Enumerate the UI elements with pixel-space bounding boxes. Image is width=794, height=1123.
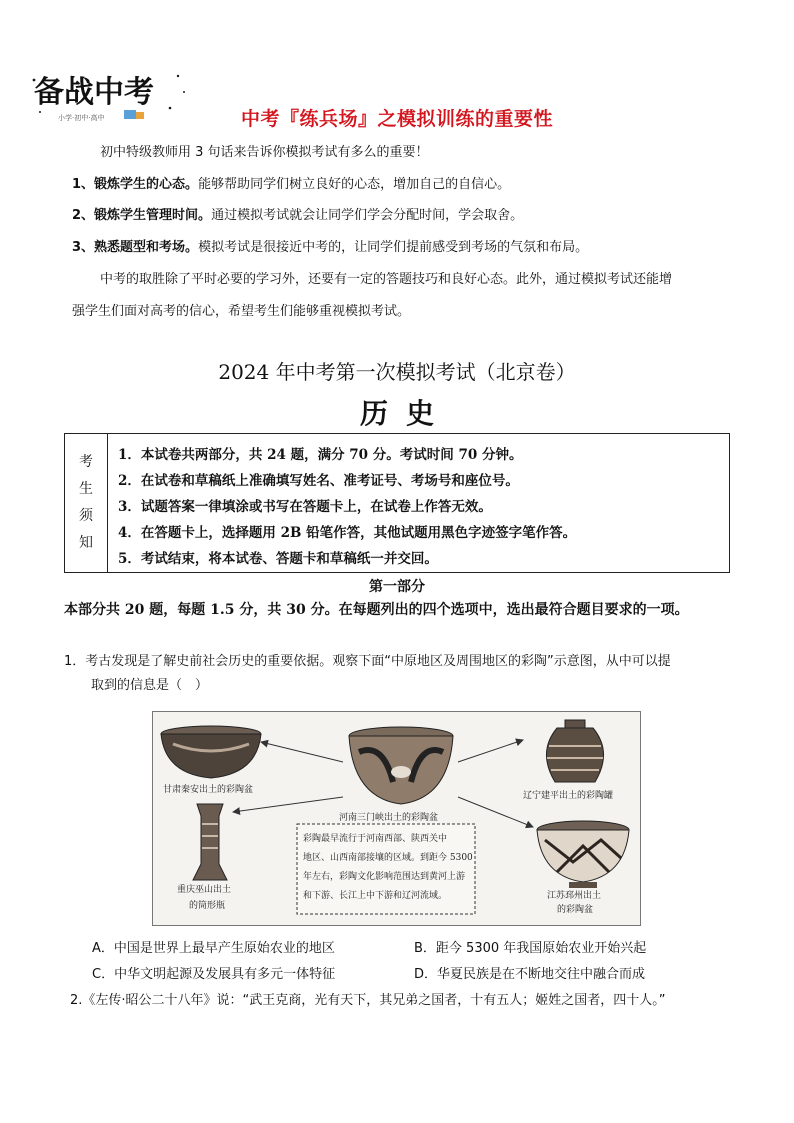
- option-a: A．中国是世界上最早产生原始农业的地区: [92, 941, 335, 956]
- notice-item: 5．考试结束，将本试卷、答题卡和草稿纸一并交回。: [118, 551, 438, 567]
- caption-jiangsu-line2: 的彩陶盆: [557, 905, 594, 915]
- point-body: 通过模拟考试就会让同学们学会分配时间，学会取舍。: [211, 208, 524, 223]
- q1-stem-line2: 取到的信息是（ ）: [91, 678, 209, 693]
- notice-item: 4．在答题卡上，选择题用 2B 铅笔作答，其他试题用黑色字迹签字笔作答。: [118, 525, 577, 541]
- intro-lead: 初中特级教师用 3 句话来告诉你模拟考试有多么的重要！: [100, 145, 429, 160]
- part-title: 第一部分: [369, 579, 425, 595]
- pottery-figure: [152, 711, 641, 926]
- point-body: 模拟考试是很接近中考的，让同学们提前感受到考场的气氛和布局。: [198, 240, 589, 255]
- option-b: B．距今 5300 年我国原始农业开始兴起: [414, 941, 647, 956]
- notice-item: 1．本试卷共两部分，共 24 题，满分 70 分。考试时间 70 分钟。: [118, 447, 523, 463]
- question-2-stem: 2.《左传·昭公二十八年》说：“武王克商，光有天下，其兄弟之国者，十有五人；姬姓之国者，四十人。”: [70, 993, 666, 1008]
- intro-closing-1: 中考的取胜除了平时必要的学习外，还要有一定的答题技巧和良好心态。此外，通过模拟考试还能增: [100, 272, 673, 287]
- question-1-stem: [64, 650, 734, 698]
- part-description: 本部分共 20 题，每题 1.5 分，共 30 分。在每题列出的四个选项中，选出最符合题目要求的一项。: [64, 602, 689, 618]
- caption-jiangsu-line1: 江苏邳州出土: [547, 891, 602, 901]
- chongqing-cylinder-vase: [193, 804, 227, 880]
- option-c: C．中华文明起源及发展具有多元一体特征: [92, 967, 336, 982]
- info-line: 和下游、长江上中下游和辽河流域。: [303, 891, 448, 901]
- jiangsu-pottery-basin: [537, 821, 629, 888]
- notice-label-char: 考: [79, 454, 93, 470]
- gansu-pottery-basin: [161, 726, 261, 778]
- point-head: 锻炼学生的心态。: [94, 177, 199, 192]
- notice-label-char: 须: [79, 508, 93, 524]
- notice-item: 3．试题答案一律填涂或书写在答题卡上，在试卷上作答无效。: [118, 499, 492, 515]
- intro-closing-2: 强学生们面对高考的信心，希望考生们能够重视模拟考试。: [72, 304, 411, 319]
- notice-label-char: 知: [79, 535, 93, 551]
- point-head: 锻炼学生管理时间。: [94, 208, 212, 223]
- henan-pottery-basin: [349, 727, 453, 804]
- intro-point-1: [72, 175, 510, 195]
- info-line: 彩陶最早流行于河南西部、陕西关中: [303, 834, 448, 844]
- info-line: 地区、山西南部接壤的区域。到距今 5300: [303, 853, 473, 863]
- notice-item: 2．在试卷和草稿纸上准确填写姓名、准考证号、考场号和座位号。: [118, 473, 519, 489]
- caption-gansu: 甘肃秦安出土的彩陶盆: [163, 785, 254, 795]
- logo-text: 备战中考: [34, 75, 154, 110]
- banner-title: 中考『练兵场』之模拟训练的重要性: [240, 108, 553, 130]
- caption-liaoning: 辽宁建平出土的彩陶罐: [523, 791, 614, 801]
- option-d: D．华夏民族是在不断地交往中融合而成: [414, 967, 646, 982]
- notice-label: [65, 434, 108, 572]
- exam-title: 2024 年中考第一次模拟考试（北京卷）: [218, 360, 576, 384]
- subject-title: 历史: [359, 397, 452, 430]
- info-box-text: [303, 830, 473, 906]
- caption-chongqing-line1: 重庆巫山出土: [177, 885, 232, 895]
- intro-point-2: [72, 206, 523, 226]
- liaoning-pottery-jar: [546, 720, 603, 782]
- point-body: 能够帮助同学们树立良好的心态，增加自己的自信心。: [198, 177, 511, 192]
- point-num: 3、: [72, 240, 95, 255]
- notice-label-char: 生: [79, 481, 93, 497]
- point-num: 1、: [72, 177, 95, 192]
- q1-stem-line1: 1．考古发现是了解史前社会历史的重要依据。观察下面“中原地区及周围地区的彩陶”示意图，从中可以提: [64, 654, 671, 669]
- point-num: 2、: [72, 208, 95, 223]
- notice-box: [64, 433, 730, 573]
- info-line: 年左右，彩陶文化影响范围达到黄河上游: [303, 872, 466, 882]
- caption-chongqing-line2: 的筒形瓶: [189, 901, 226, 911]
- intro-point-3: [72, 238, 588, 258]
- logo-sub: 小学·初中·高中: [58, 114, 105, 122]
- point-head: 熟悉题型和考场。: [94, 240, 199, 255]
- caption-henan: 河南三门峡出土的彩陶盆: [339, 813, 439, 823]
- notice-items: [108, 434, 729, 572]
